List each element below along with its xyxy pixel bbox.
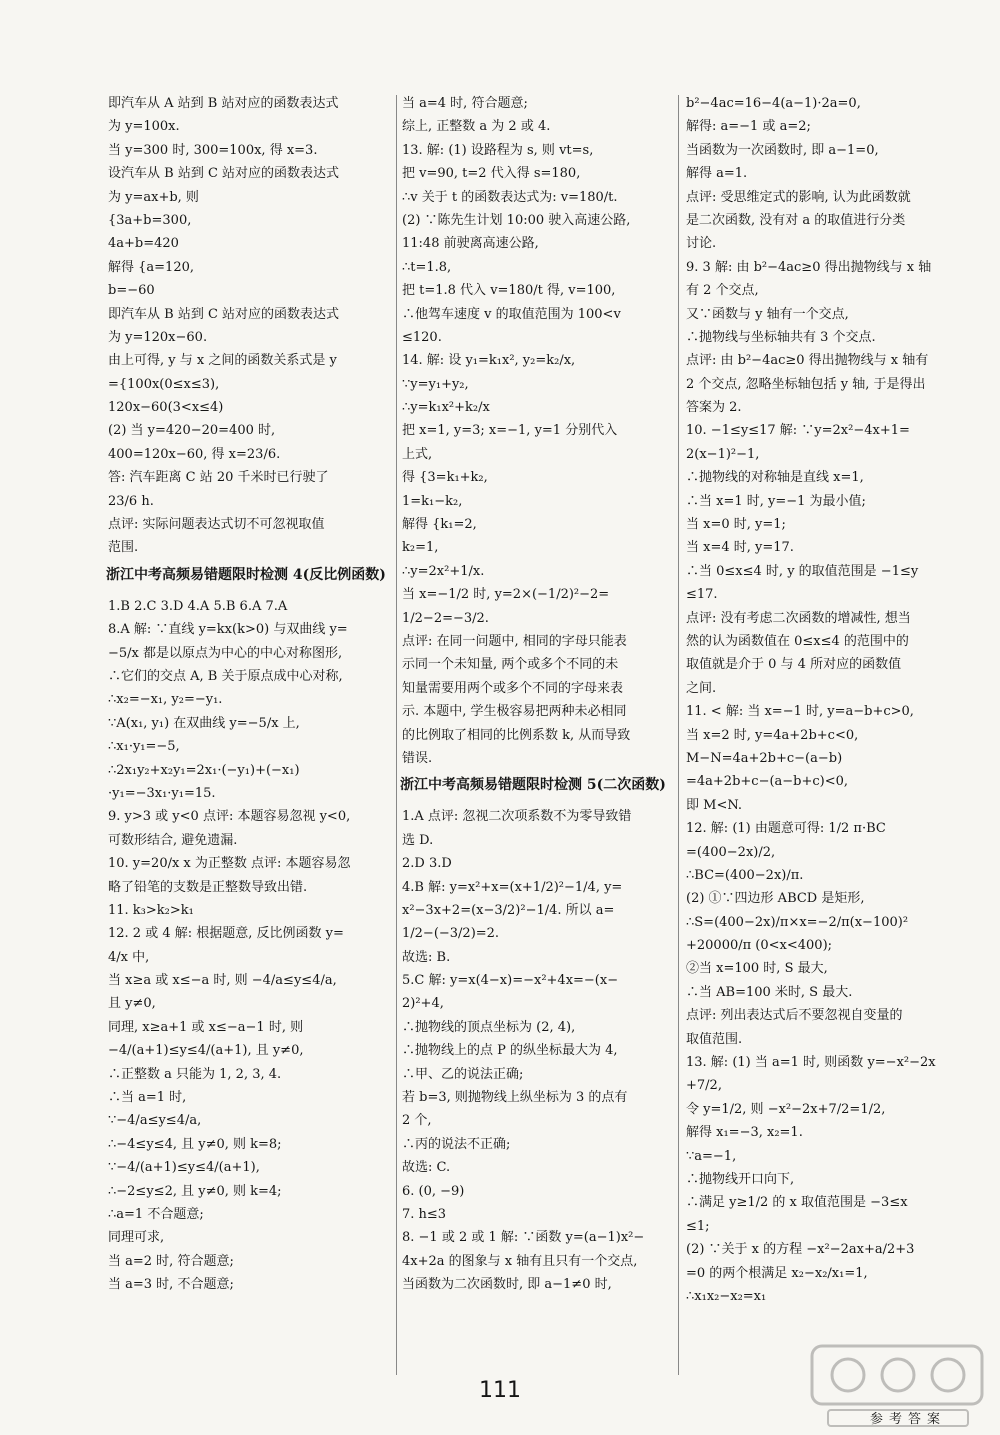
answer-line: 综上, 正整数 a 为 2 或 4.: [402, 119, 551, 135]
answer-line: −5/x 都是以原点为中心的中心对称图形,: [108, 645, 343, 661]
answer-line: ∴它们的交点 A, B 关于原点成中心对称,: [108, 668, 343, 684]
answer-line: 当 x=0 时, y=1;: [686, 517, 786, 533]
answer-line: 是二次函数, 没有对 a 的取值进行分类: [686, 212, 906, 228]
column-divider: [678, 95, 679, 1375]
answer-line: ∴t=1.8,: [402, 259, 452, 275]
answer-line: 令 y=1/2, 则 −x²−2x+7/2=1/2,: [686, 1101, 886, 1117]
answer-line: 1=k₁−k₂,: [402, 493, 463, 509]
answer-line: 2)²+4,: [402, 996, 444, 1012]
answer-line: ∴抛物线的顶点坐标为 (2, 4),: [402, 1019, 576, 1035]
answer-line: 解得 {k₁=2,: [402, 517, 477, 533]
footer-label: 参考答案: [870, 1412, 947, 1427]
answer-line: 故选: B.: [402, 949, 451, 965]
answer-line: ∴−2≤y≤2, 且 y≠0, 则 k=4;: [108, 1183, 282, 1199]
answer-line: ∴y=2x²+1/x.: [402, 563, 485, 579]
answer-line: 4.B 解: y=x²+x=(x+1/2)²−1/4, y=: [402, 879, 623, 895]
answer-line: 1.A 点评: 忽视二次项系数不为零导致错: [402, 809, 632, 825]
answer-line: 然的认为函数值在 0≤x≤4 的范围中的: [686, 633, 909, 649]
answer-line: 解得 x₁=−3, x₂=1.: [686, 1125, 803, 1141]
answer-line: ∵y=y₁+y₂,: [402, 376, 469, 392]
answer-line: 当函数为二次函数时, 即 a−1≠0 时,: [402, 1277, 612, 1293]
answer-line: =0 的两个根满足 x₂−x₂/x₁=1,: [686, 1265, 868, 1281]
answer-line: 示. 本题中, 学生极容易把两种未必相同: [402, 704, 627, 720]
answer-line: 120x−60(3<x≤4): [108, 400, 224, 416]
answer-line: +20000/π (0<x<400);: [686, 938, 833, 954]
answer-line: ∴当 AB=100 米时, S 最大.: [686, 984, 853, 1000]
section-heading: 浙江中考高频易错题限时检测 4(反比例函数): [106, 566, 386, 583]
answer-line: 同理可求,: [108, 1230, 165, 1246]
answer-line: 8. −1 或 2 或 1 解: ∵函数 y=(a−1)x²−: [402, 1230, 645, 1246]
answer-line: 点评: 由 b²−4ac≥0 得出抛物线与 x 轴有: [686, 353, 929, 369]
answer-line: ∴2x₁y₂+x₂y₁=2x₁·(−y₁)+(−x₁): [108, 762, 300, 778]
answer-line: ∴抛物线开口向下,: [686, 1171, 795, 1187]
answer-line: k₂=1,: [402, 540, 439, 556]
answer-line: (2) 当 y=420−20=400 时,: [108, 423, 276, 439]
answer-line: 略了铅笔的支数是正整数导致出错.: [108, 879, 308, 895]
answer-line: 11:48 前驶离高速公路,: [402, 236, 539, 252]
column-divider: [396, 95, 397, 1375]
answer-line: 点评: 列出表达式后不要忽视自变量的: [686, 1008, 903, 1024]
answer-line: ≤120.: [402, 329, 442, 345]
answer-line: 取值范围.: [686, 1031, 743, 1047]
answer-line: −4/(a+1)≤y≤4/(a+1), 且 y≠0,: [108, 1043, 304, 1059]
answer-line: 点评: 受思维定式的影响, 认为此函数就: [686, 189, 911, 205]
answer-line: 上式,: [402, 446, 433, 462]
answer-line: 当 x=2 时, y=4a+2b+c<0,: [686, 727, 859, 743]
answer-line: ∵−4/a≤y≤4/a,: [108, 1113, 202, 1129]
answer-line: ≤17.: [686, 587, 718, 603]
answer-line: ∵−4/(a+1)≤y≤4/(a+1),: [108, 1160, 260, 1176]
answer-line: b=−60: [108, 283, 155, 299]
answer-line: ∴a=1 不合题意;: [108, 1206, 204, 1222]
answer-line: ∴−4≤y≤4, 且 y≠0, 则 k=8;: [108, 1136, 282, 1152]
answer-line: 1/2−(−3/2)=2.: [402, 926, 500, 942]
answer-line: 把 t=1.8 代入 v=180/t 得, v=100,: [402, 283, 616, 299]
answer-line: 选 D.: [402, 832, 434, 848]
answer-line: 23/6 h.: [108, 493, 154, 509]
answer-line: 当 a=2 时, 符合题意;: [108, 1253, 234, 1269]
answer-line: 当 a=4 时, 符合题意;: [402, 96, 528, 111]
answer-line: 知量需要用两个或多个不同的字母来表: [402, 680, 624, 696]
answer-line: 设汽车从 B 站到 C 站对应的函数表达式: [108, 166, 340, 182]
answer-line: ·y₁=−3x₁·y₁=15.: [108, 785, 216, 801]
answer-line: 12. 2 或 4 解: 根据题意, 反比例函数 y=: [108, 926, 344, 942]
answer-line: 得 {3=k₁+k₂,: [402, 470, 488, 486]
answer-line: M−N=4a+2b+c−(a−b): [686, 750, 843, 766]
answer-line: {3a+b=300,: [108, 212, 192, 228]
answer-line: 点评: 实际问题表达式切不可忽视取值: [108, 517, 325, 533]
answer-line: =4a+2b+c−(a−b+c)<0,: [686, 774, 849, 790]
answer-line: ∴x₁x₂−x₂=x₁: [686, 1288, 767, 1304]
answer-line: 示同一个未知量, 两个或多个不同的未: [402, 657, 619, 673]
answer-line: 取值就是介于 0 与 4 所对应的函数值: [686, 657, 902, 673]
answer-line: 4a+b=420: [108, 236, 179, 252]
answer-line: 同理, x≥a+1 或 x≤−a−1 时, 则: [108, 1019, 304, 1035]
answer-line: ∴抛物线的对称轴是直线 x=1,: [686, 470, 864, 486]
answer-line: 范围.: [108, 540, 139, 556]
answer-line: 7. h≤3: [402, 1206, 447, 1222]
answer-line: 当 x=4 时, y=17.: [686, 540, 794, 556]
answer-line: 为 y=120x−60.: [108, 329, 208, 345]
answer-line: 13. 解: (1) 当 a=1 时, 则函数 y=−x²−2x: [686, 1055, 936, 1071]
answer-line: ∴丙的说法不正确;: [402, 1136, 511, 1152]
answer-line: ∴满足 y≥1/2 的 x 取值范围是 −3≤x: [686, 1195, 908, 1211]
answer-line: 即汽车从 A 站到 B 站对应的函数表达式: [108, 96, 339, 111]
answer-line: 答案为 2.: [686, 400, 742, 416]
answer-line: 2 个交点, 忽略坐标轴包括 y 轴, 于是得出: [686, 376, 926, 392]
answer-line: 可数形结合, 避免遗漏.: [108, 832, 238, 848]
answer-line: ∴抛物线与坐标轴共有 3 个交点.: [686, 329, 876, 345]
answer-line: ∴x₂=−x₁, y₂=−y₁.: [108, 692, 223, 708]
answer-line: 4/x 中,: [108, 949, 150, 965]
answer-column-right: [686, 92, 976, 1308]
answer-line: 点评: 没有考虑二次函数的增减性, 想当: [686, 610, 911, 626]
answer-column-middle: [402, 92, 672, 1297]
answer-line: 讨论.: [686, 236, 717, 252]
answer-line: ∴他驾车速度 v 的取值范围为 100<v: [402, 306, 621, 322]
answer-line: 14. 解: 设 y₁=k₁x², y₂=k₂/x,: [402, 353, 576, 369]
answer-line: (2) ∵关于 x 的方程 −x²−2ax+a/2+3: [686, 1242, 915, 1258]
answer-line: 由上可得, y 与 x 之间的函数关系式是 y: [108, 353, 337, 369]
answer-line: ={100x(0≤x≤3),: [108, 376, 220, 392]
answer-line: 当 y=300 时, 300=100x, 得 x=3.: [108, 142, 318, 158]
answer-line: ∴当 a=1 时,: [108, 1090, 187, 1106]
answer-line: x²−3x+2=(x−3/2)²−1/4. 所以 a=: [402, 902, 615, 918]
answer-line: ∵A(x₁, y₁) 在双曲线 y=−5/x 上,: [108, 715, 300, 731]
answer-line: 11. k₃>k₂>k₁: [108, 902, 194, 918]
answer-line: 2(x−1)²−1,: [686, 446, 760, 462]
answer-line: 解得 a=1.: [686, 166, 748, 182]
answer-line: 当 a=3 时, 不合题意;: [108, 1277, 234, 1293]
answer-line: 当 x=−1/2 时, y=2×(−1/2)²−2=: [402, 587, 610, 603]
answer-line: ∴当 0≤x≤4 时, y 的取值范围是 −1≤y: [686, 563, 919, 579]
answer-line: ∴当 x=1 时, y=−1 为最小值;: [686, 493, 866, 509]
answer-line: 把 x=1, y=3; x=−1, y=1 分别代入: [402, 423, 618, 439]
answer-line: 1.B 2.C 3.D 4.A 5.B 6.A 7.A: [108, 598, 288, 614]
answer-line: 10. y=20/x x 为正整数 点评: 本题容易忽: [108, 856, 351, 872]
answer-line: 8.A 解: ∵直线 y=kx(k>0) 与双曲线 y=: [108, 622, 348, 638]
answer-line: 有 2 个交点,: [686, 283, 759, 299]
answer-line: 即 M<N.: [686, 797, 743, 813]
answer-line: 把 v=90, t=2 代入得 s=180,: [402, 166, 581, 182]
answer-line: (2) ∵陈先生计划 10:00 驶入高速公路,: [402, 212, 631, 228]
answer-line: ≤1;: [686, 1218, 710, 1234]
answer-line: 即汽车从 B 站到 C 站对应的函数表达式: [108, 306, 340, 322]
answer-line: 2 个,: [402, 1113, 432, 1129]
watermark-logo: [808, 1340, 988, 1435]
answer-line: ∴正整数 a 只能为 1, 2, 3, 4.: [108, 1066, 282, 1082]
answer-line: (2) ①∵四边形 ABCD 是矩形,: [686, 891, 865, 907]
answer-line: 13. 解: (1) 设路程为 s, 则 vt=s,: [402, 142, 594, 158]
answer-line: 为 y=100x.: [108, 119, 180, 135]
answer-line: =(400−2x)/2,: [686, 844, 776, 860]
section-heading: 浙江中考高频易错题限时检测 5(二次函数): [400, 777, 666, 794]
answer-line: 1/2−2=−3/2.: [402, 610, 489, 626]
answer-line: 10. −1≤y≤17 解: ∵y=2x²−4x+1=: [686, 423, 910, 439]
answer-column-left: [108, 92, 393, 1297]
answer-line: 为 y=ax+b, 则: [108, 189, 199, 205]
answer-line: ∴S=(400−2x)/π×x=−2/π(x−100)²: [686, 914, 909, 930]
answer-line: 2.D 3.D: [402, 856, 452, 872]
answer-line: 5.C 解: y=x(4−x)=−x²+4x=−(x−: [402, 973, 619, 989]
answer-line: ②当 x=100 时, S 最大,: [686, 961, 828, 977]
answer-line: 故选: C.: [402, 1160, 451, 1176]
answer-line: ∴x₁·y₁=−5,: [108, 739, 180, 755]
answer-line: ∵a=−1,: [686, 1148, 737, 1164]
answer-line: +7/2,: [686, 1078, 722, 1094]
answer-line: ∴BC=(400−2x)/π.: [686, 867, 804, 883]
answer-line: ∴v 关于 t 的函数表达式为: v=180/t.: [402, 189, 618, 205]
answer-line: b²−4ac=16−4(a−1)·2a=0,: [686, 96, 861, 111]
answer-line: 4x+2a 的图象与 x 轴有且只有一个交点,: [402, 1253, 638, 1269]
answer-line: ∴抛物线上的点 P 的纵坐标最大为 4,: [402, 1043, 618, 1059]
answer-line: 当 x≥a 或 x≤−a 时, 则 −4/a≤y≤4/a,: [108, 973, 337, 989]
page-number: 111: [479, 1378, 521, 1403]
answer-line: 当函数为一次函数时, 即 a−1=0,: [686, 142, 879, 158]
answer-line: 9. y>3 或 y<0 点评: 本题容易忽视 y<0,: [108, 809, 351, 825]
answer-line: 错误.: [402, 750, 433, 766]
answer-line: 的比例取了相同的比例系数 k, 从而导致: [402, 727, 631, 743]
answer-line: 解得: a=−1 或 a=2;: [686, 119, 811, 135]
answer-line: 12. 解: (1) 由题意可得: 1/2 π·BC: [686, 821, 886, 837]
answer-line: 解得 {a=120,: [108, 259, 194, 275]
answer-line: 之间.: [686, 680, 717, 696]
answer-line: ∴甲、乙的说法正确;: [402, 1066, 524, 1082]
answer-line: 点评: 在同一问题中, 相同的字母只能表: [402, 633, 627, 649]
answer-line: 又∵函数与 y 轴有一个交点,: [686, 306, 849, 322]
answer-line: 若 b=3, 则抛物线上纵坐标为 3 的点有: [402, 1090, 628, 1106]
answer-line: 6. (0, −9): [402, 1183, 465, 1199]
answer-line: 11. < 解: 当 x=−1 时, y=a−b+c>0,: [686, 704, 914, 720]
answer-line: 9. 3 解: 由 b²−4ac≥0 得出抛物线与 x 轴: [686, 259, 932, 275]
answer-line: ∴y=k₁x²+k₂/x: [402, 400, 490, 416]
answer-line: 400=120x−60, 得 x=23/6.: [108, 446, 281, 462]
answer-line: 且 y≠0,: [108, 996, 156, 1012]
answer-line: 答: 汽车距离 C 站 20 千米时已行驶了: [108, 470, 329, 486]
